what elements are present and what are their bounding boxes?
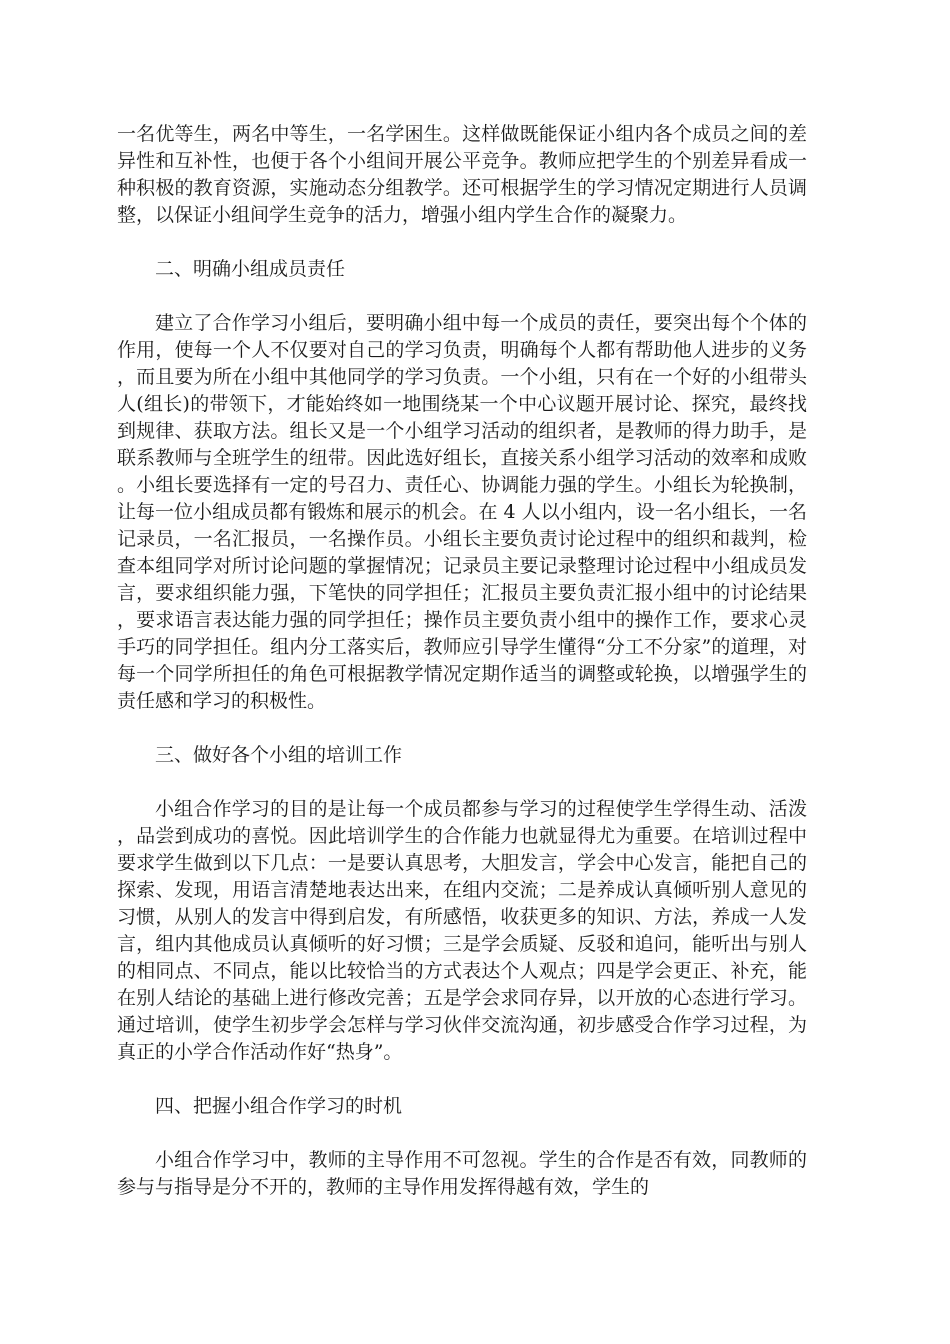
paragraph-cooperation-timing: 小组合作学习中，教师的主导作用不可忽视。学生的合作是否有效，同教师的参与与指导是分不开的，教师的主导作用发挥得越有效，学生的	[117, 1149, 807, 1198]
section-heading-three: 三、做好各个小组的培训工作	[155, 744, 403, 766]
paragraph-group-training: 小组合作学习的目的是让每一个成员都参与学习的过程使学生学得生动、活泼，品尝到成功的喜悦。因此培训学生的合作能力也就显得尤为重要。在培训过程中要求学生做到以下几点：一是要认真思考，大胆发言，学会中心发言，能把自己的探索、发现，用语言清楚地表达出来，在组内交流；二是养成认真倾听别人意见的习惯，从别人的发言中得到启发，有所感悟，收获更多的知识、方法，养成一人发言，组内其他成员认真倾听的好习惯；三是学会质疑、反驳和追问，能听出与别人的相同点、不同点，能以比较恰当的方式表达个人观点；四是学会更正、补充，能在别人结论的基础上进行修改完善；五是学会求同存异，以开放的心态进行学习。通过培训，使学生初步学会怎样与学习伙伴交流沟通，初步感受合作学习过程，为真正的小学合作活动作好“热身”。	[117, 798, 807, 1063]
paragraph-spacing	[117, 769, 807, 796]
section-heading-two: 二、明确小组成员责任	[155, 258, 346, 280]
paragraph-spacing	[117, 715, 807, 742]
section-heading-four: 四、把握小组合作学习的时机	[155, 1095, 403, 1117]
paragraph-grouping-composition: 一名优等生，两名中等生，一名学困生。这样做既能保证小组内各个成员之间的差异性和互补性，也便于各个小组间开展公平竞争。教师应把学生的个别差异看成一种积极的教育资源，实施动态分组教学。还可根据学生的学习情况定期进行人员调整，以保证小组间学生竞争的活力，增强小组内学生合作的凝聚力。	[117, 123, 807, 226]
paragraph-spacing	[117, 1120, 807, 1147]
paragraph-spacing	[117, 283, 807, 310]
paragraph-member-responsibility: 建立了合作学习小组后，要明确小组中每一个成员的责任，要突出每个个体的作用，使每一个人不仅要对自己的学习负责，明确每个人都有帮助他人进步的义务，而且要为所在小组中其他同学的学习负责。一个小组，只有在一个好的小组带头人(组长)的带领下，才能始终如一地围绕某一个中心议题开展讨论、探究，最终找到规律、获取方法。组长又是一个小组学习活动的组织者，是教师的得力助手，是联系教师与全班学生的纽带。因此选好组长，直接关系小组学习活动的效率和成败。小组长要选择有一定的号召力、责任心、协调能力强的学生。小组长为轮换制，让每一位小组成员都有锻炼和展示的机会。在 4 人以小组内，设一名小组长，一名记录员，一名汇报员，一名操作员。小组长主要负责讨论过程中的组织和裁判，检查本组同学对所讨论问题的掌握情况；记录员主要记录整理讨论过程中小组成员发言，要求组织能力强，下笔快的同学担任；汇报员主要负责汇报小组中的讨论结果，要求语言表达能力强的同学担任；操作员主要负责小组中的操作工作，要求心灵手巧的同学担任。组内分工落实后，教师应引导学生懂得“分工不分家”的道理，对每一个同学所担任的角色可根据教学情况定期作适当的调整或轮换，以增强学生的责任感和学习的积极性。	[117, 312, 807, 712]
paragraph-spacing	[117, 229, 807, 256]
paragraph-spacing	[117, 1066, 807, 1093]
document-body	[117, 121, 807, 1201]
